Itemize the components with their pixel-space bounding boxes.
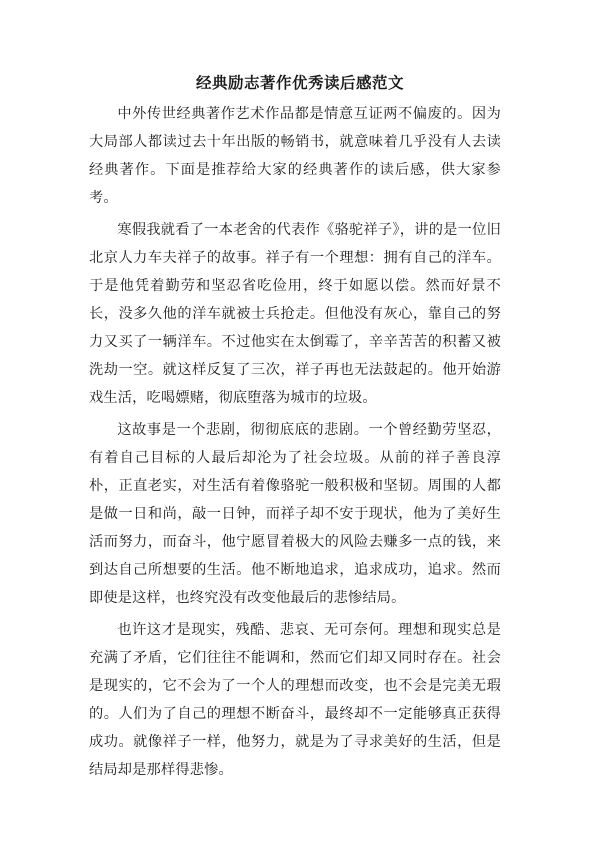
document-title: 经典励志著作优秀读后感范文	[195, 73, 404, 92]
document-body	[89, 100, 501, 788]
paragraph-tragedy: 这故事是一个悲剧，彻彻底底的悲剧。一个曾经勤劳坚忍，有着自己目标的人最后却沦为了社会垃圾。从前的祥子善良淳朴，正直老实，对生活有着像骆驼一般积极和坚韧。周围的人都是做一日和尚，敲一日钟，而祥子却不安于现状，他为了美好生活而努力，而奋斗，他宁愿冒着极大的风险去赚多一点的钱，来到达自己所想要的生活。他不断地追求，追求成功，追求。然而即使是这样，也终究没有改变他最后的悲惨结局。	[89, 422, 501, 606]
paragraph-story-summary: 寒假我就看了一本老舍的代表作《骆驼祥子》，讲的是一位旧北京人力车夫祥子的故事。祥子有一个理想：拥有自己的洋车。于是他凭着勤劳和坚忍省吃俭用，终于如愿以偿。然而好景不长，没多久他的洋车就被士兵抢走。但他没有灰心，靠自己的努力又买了一辆洋车。不过他实在太倒霉了，辛辛苦苦的积蓄又被洗劫一空。就这样反复了三次，祥子再也无法鼓起的。他开始游戏生活，吃喝嫖赌，彻底堕落为城市的垃圾。	[89, 222, 501, 406]
paragraph-intro: 中外传世经典著作艺术作品都是情意互证两不偏废的。因为大局部人都读过去十年出版的畅销书，就意味着几乎没有人去读经典著作。下面是推荐给大家的经典著作的读后感，供大家参考。	[89, 106, 501, 206]
paragraph-reflection: 也许这才是现实，残酷、悲哀、无可奈何。理想和现实总是充满了矛盾，它们往往不能调和，然而它们却又同时存在。社会是现实的，它不会为了一个人的理想而改变，也不会是完美无瑕的。人们为了自己的理想不断奋斗，最终却不一定能够真正获得成功。就像祥子一样，他努力，就是为了寻求美好的生活，但是结局却是那样得悲惨。	[89, 622, 501, 778]
